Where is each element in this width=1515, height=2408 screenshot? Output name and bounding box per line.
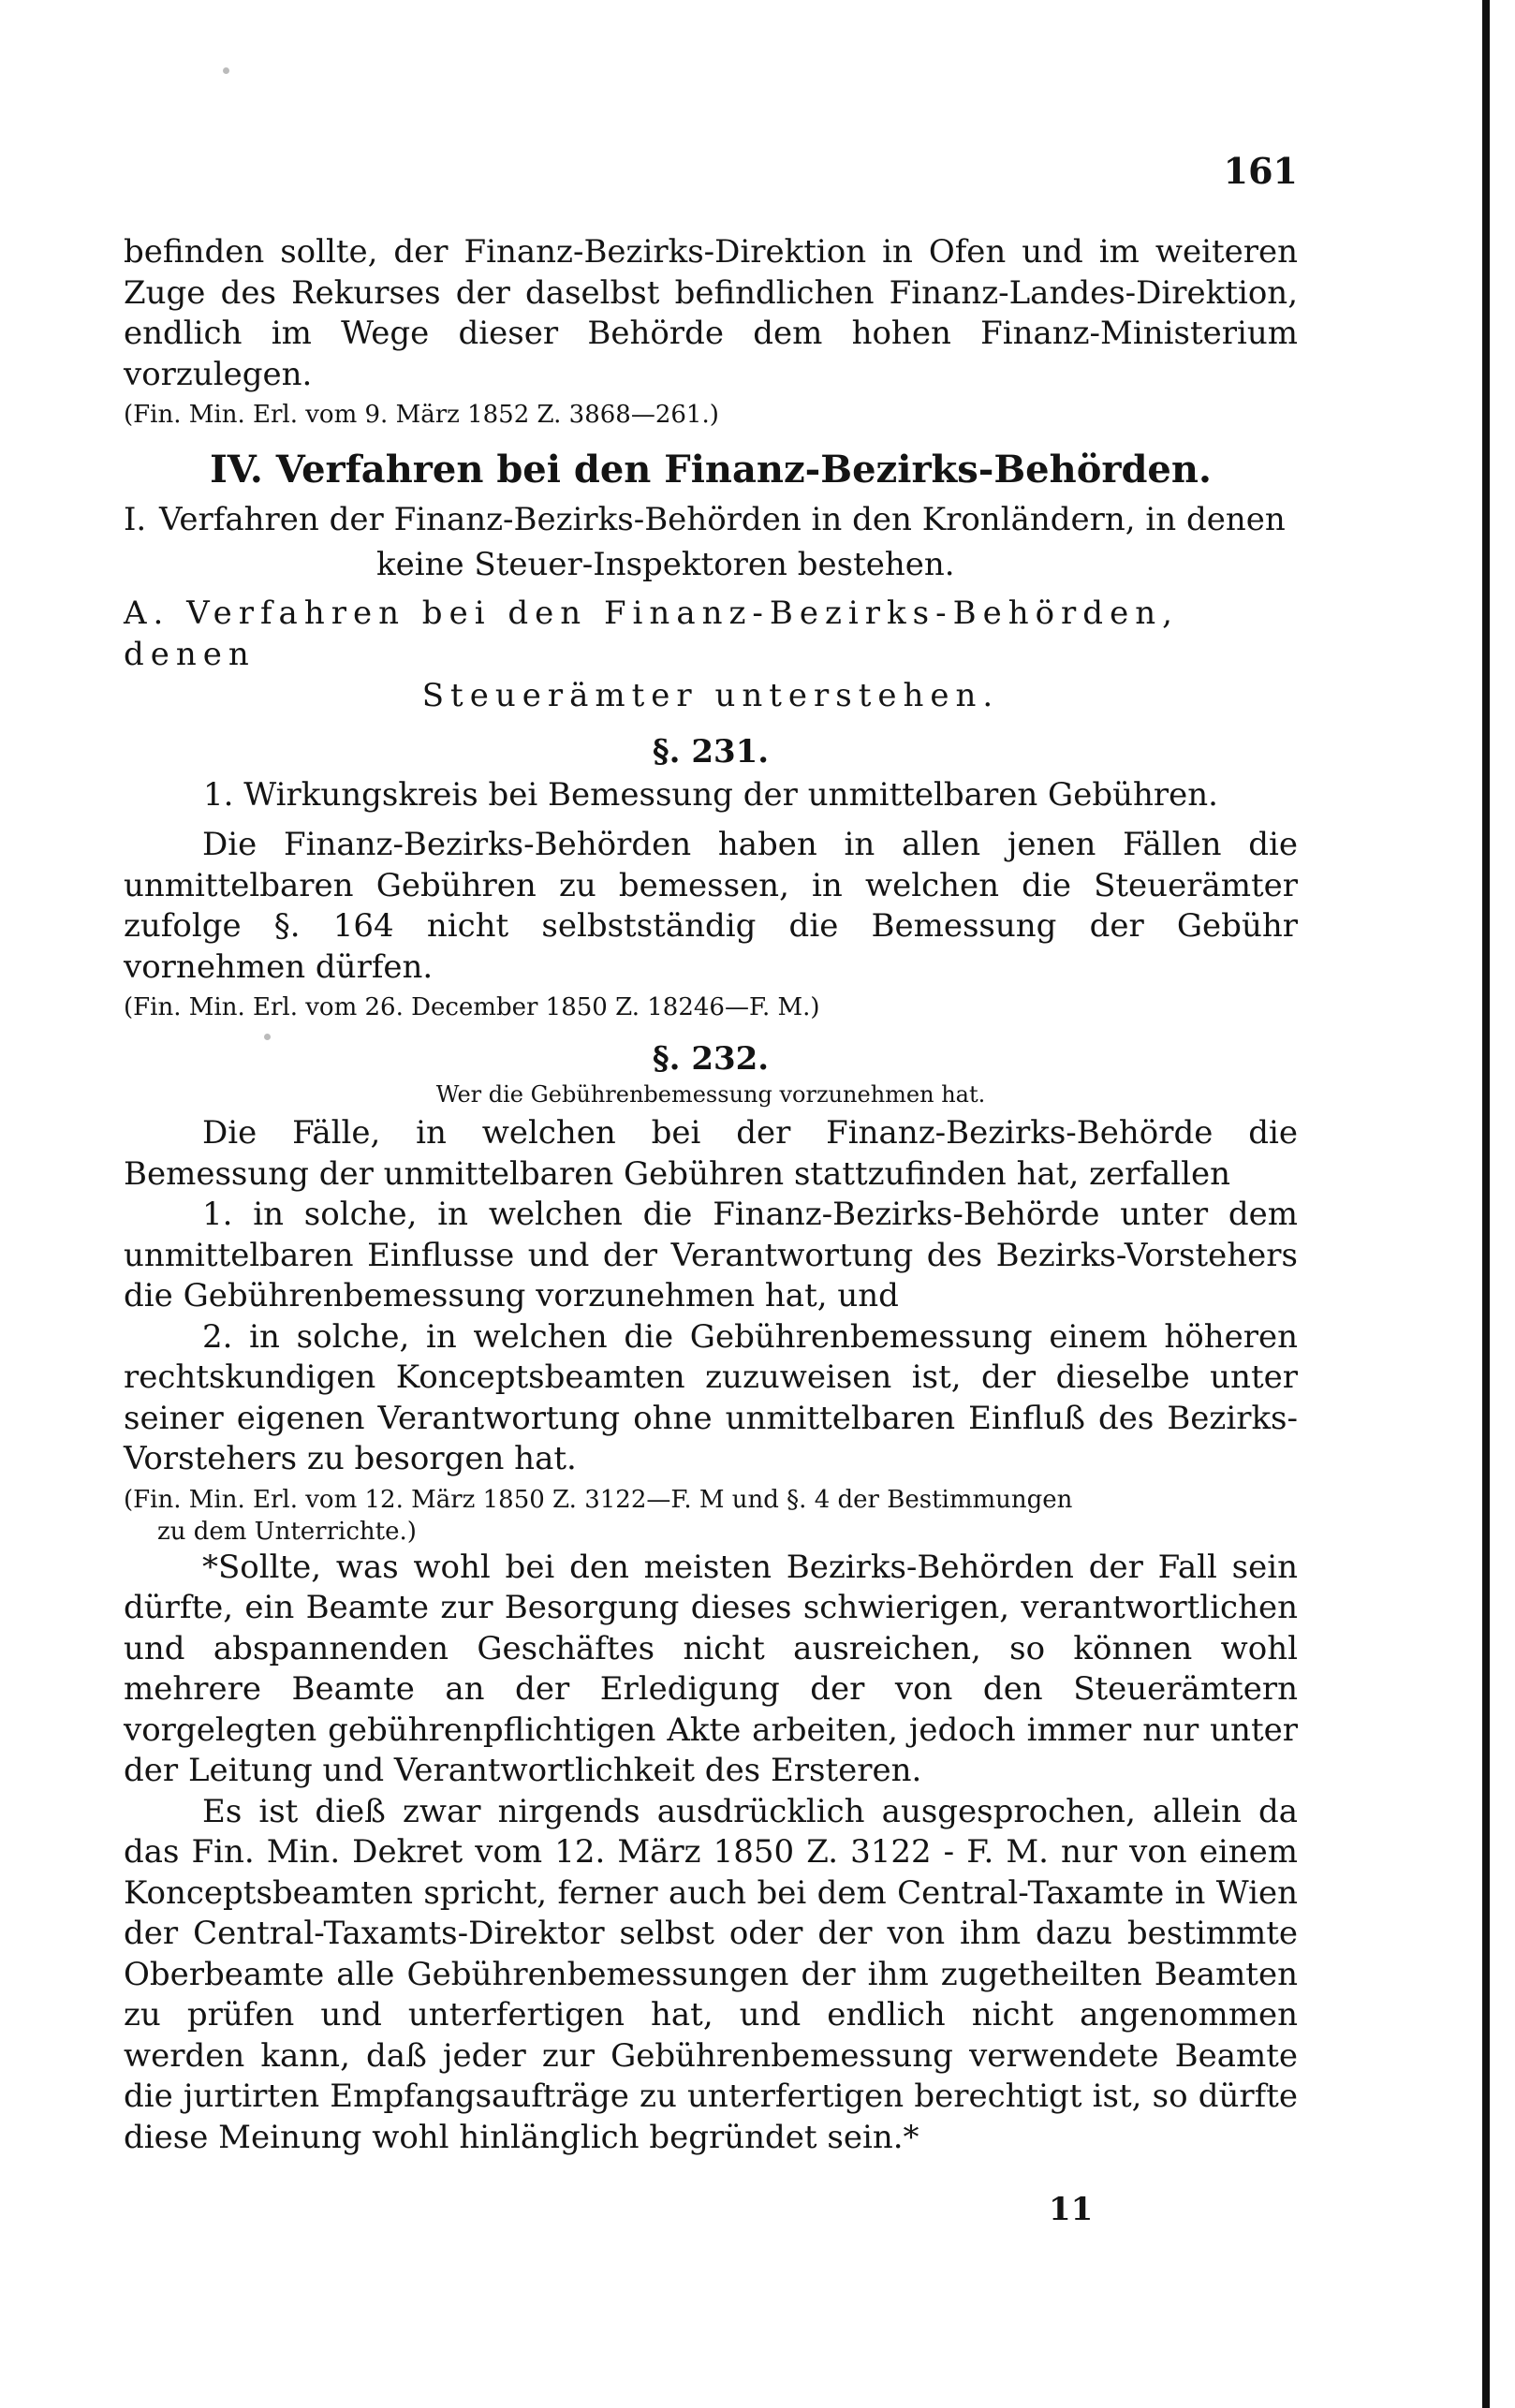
paragraph-232-item-2: 2. in solche, in welchen die Gebührenbemessung einem höheren rechtskundigen Konceptsbeamten zuzuweisen ist, der dieselbe unter seiner eigenen Verantwortung ohne unmittelbaren Einfluß des Bezirks-Vorstehers zu besorgen hat. bbox=[124, 1317, 1298, 1477]
paper-speck bbox=[223, 67, 229, 74]
section-heading-iv: IV. Verfahren bei den Finanz-Bezirks-Behörden. bbox=[210, 448, 1212, 492]
paragraph-232-body: Die Fälle, in welchen bei der Finanz-Bezirks-Behörde die Bemessung der unmittelbaren Gebühren stattzufinden hat, zerfallen bbox=[124, 1114, 1298, 1193]
page-number: 161 bbox=[1223, 150, 1298, 192]
paragraph-231-body: Die Finanz-Bezirks-Behörden haben in allen jenen Fällen die unmittelbaren Gebühren zu bemessen, in welchen die Steuerämter zufolge §. 164 nicht selbstständig die Bemessung der Gebühr vornehmen dürfen. bbox=[124, 826, 1298, 986]
paragraph-232-item-1: 1. in solche, in welchen die Finanz-Bezirks-Behörde unter dem unmittelbaren Einflusse und der Verantwortung des Bezirks-Vorstehers die Gebührenbemessung vorzunehmen hat, und bbox=[124, 1196, 1298, 1314]
paragraph-231-sign: §. 231. bbox=[652, 733, 770, 771]
paragraph-232-note-1: *Sollte, was wohl bei den meisten Bezirks-Behörden der Fall sein dürfte, ein Beamte zur Besorgung dieses schwierigen, verantwortlichen und abspannenden Geschäftes nicht ausreichen, so können wohl mehrere Beamte an der Erledigung der von den Steuerämtern vorgelegten gebührenpflichtigen Akte arbeiten, jedoch immer nur unter der Leitung und Verantwortlichkeit des Ersteren. bbox=[124, 1548, 1298, 1789]
paragraph-232-sign: §. 232. bbox=[652, 1040, 770, 1078]
paragraph-232-subtitle: Wer die Gebührenbemessung vorzunehmen hat. bbox=[435, 1081, 986, 1108]
subheading-a-line1: A. Verfahren bei den Finanz-Bezirks-Behörden, denen bbox=[124, 595, 1179, 673]
subheading-i-line2: keine Steuer-Inspektoren bestehen. bbox=[376, 546, 955, 583]
citation: (Fin. Min. Erl. vom 9. März 1852 Z. 3868—261.) bbox=[124, 401, 719, 429]
subheading-i-line1: Verfahren der Finanz-Bezirks-Behörden in den Kronländern, in denen bbox=[159, 501, 1286, 538]
paragraph-232-note-2: Es ist dieß zwar nirgends ausdrücklich ausgesprochen, allein da das Fin. Min. Dekret vom 12. März 1850 Z. 3122 - F. M. nur von einem Konceptsbeamten spricht, ferner auch bei dem Central-Taxamte in Wien der Central-Taxamts-Direktor selbst oder der von ihm dazu bestimmte Oberbeamte alle Gebührenbemessungen der ihm zugetheilten Beamten zu prüfen und unterfertigen hat, und endlich nicht angenommen werden kann, daß jeder zur Gebührenbemessung verwendete Beamte die jurtirten Empfangsaufträge zu unterfertigen berechtigt ist, so dürfte diese Meinung wohl hinlänglich begründet sein.* bbox=[124, 1792, 1298, 2156]
subheading-i-number: I. bbox=[124, 501, 147, 538]
paragraph-232-citation-line1: (Fin. Min. Erl. vom 12. März 1850 Z. 3122—F. M und §. 4 der Bestimmungen bbox=[124, 1485, 1073, 1514]
page-text bbox=[124, 232, 1298, 2158]
page-edge-rule bbox=[1482, 0, 1490, 2408]
paragraph-231-title: 1. Wirkungskreis bei Bemessung der unmittelbaren Gebühren. bbox=[203, 776, 1218, 814]
subheading-a-line2: Steuerämter unterstehen. bbox=[421, 677, 1000, 714]
body-paragraph: befinden sollte, der Finanz-Bezirks-Direktion in Ofen und im weiteren Zuge des Rekurses der daselbst befindlichen Finanz-Landes-Direktion, endlich im Wege dieser Behörde dem hohen Finanz-Ministerium vorzulegen. bbox=[124, 233, 1298, 393]
paragraph-231-citation: (Fin. Min. Erl. vom 26. December 1850 Z. 18246—F. M.) bbox=[124, 993, 820, 1021]
paragraph-232-citation-line2: zu dem Unterrichte.) bbox=[157, 1517, 417, 1546]
signature-mark: 11 bbox=[1049, 2191, 1094, 2228]
subheading-i bbox=[124, 499, 1298, 540]
